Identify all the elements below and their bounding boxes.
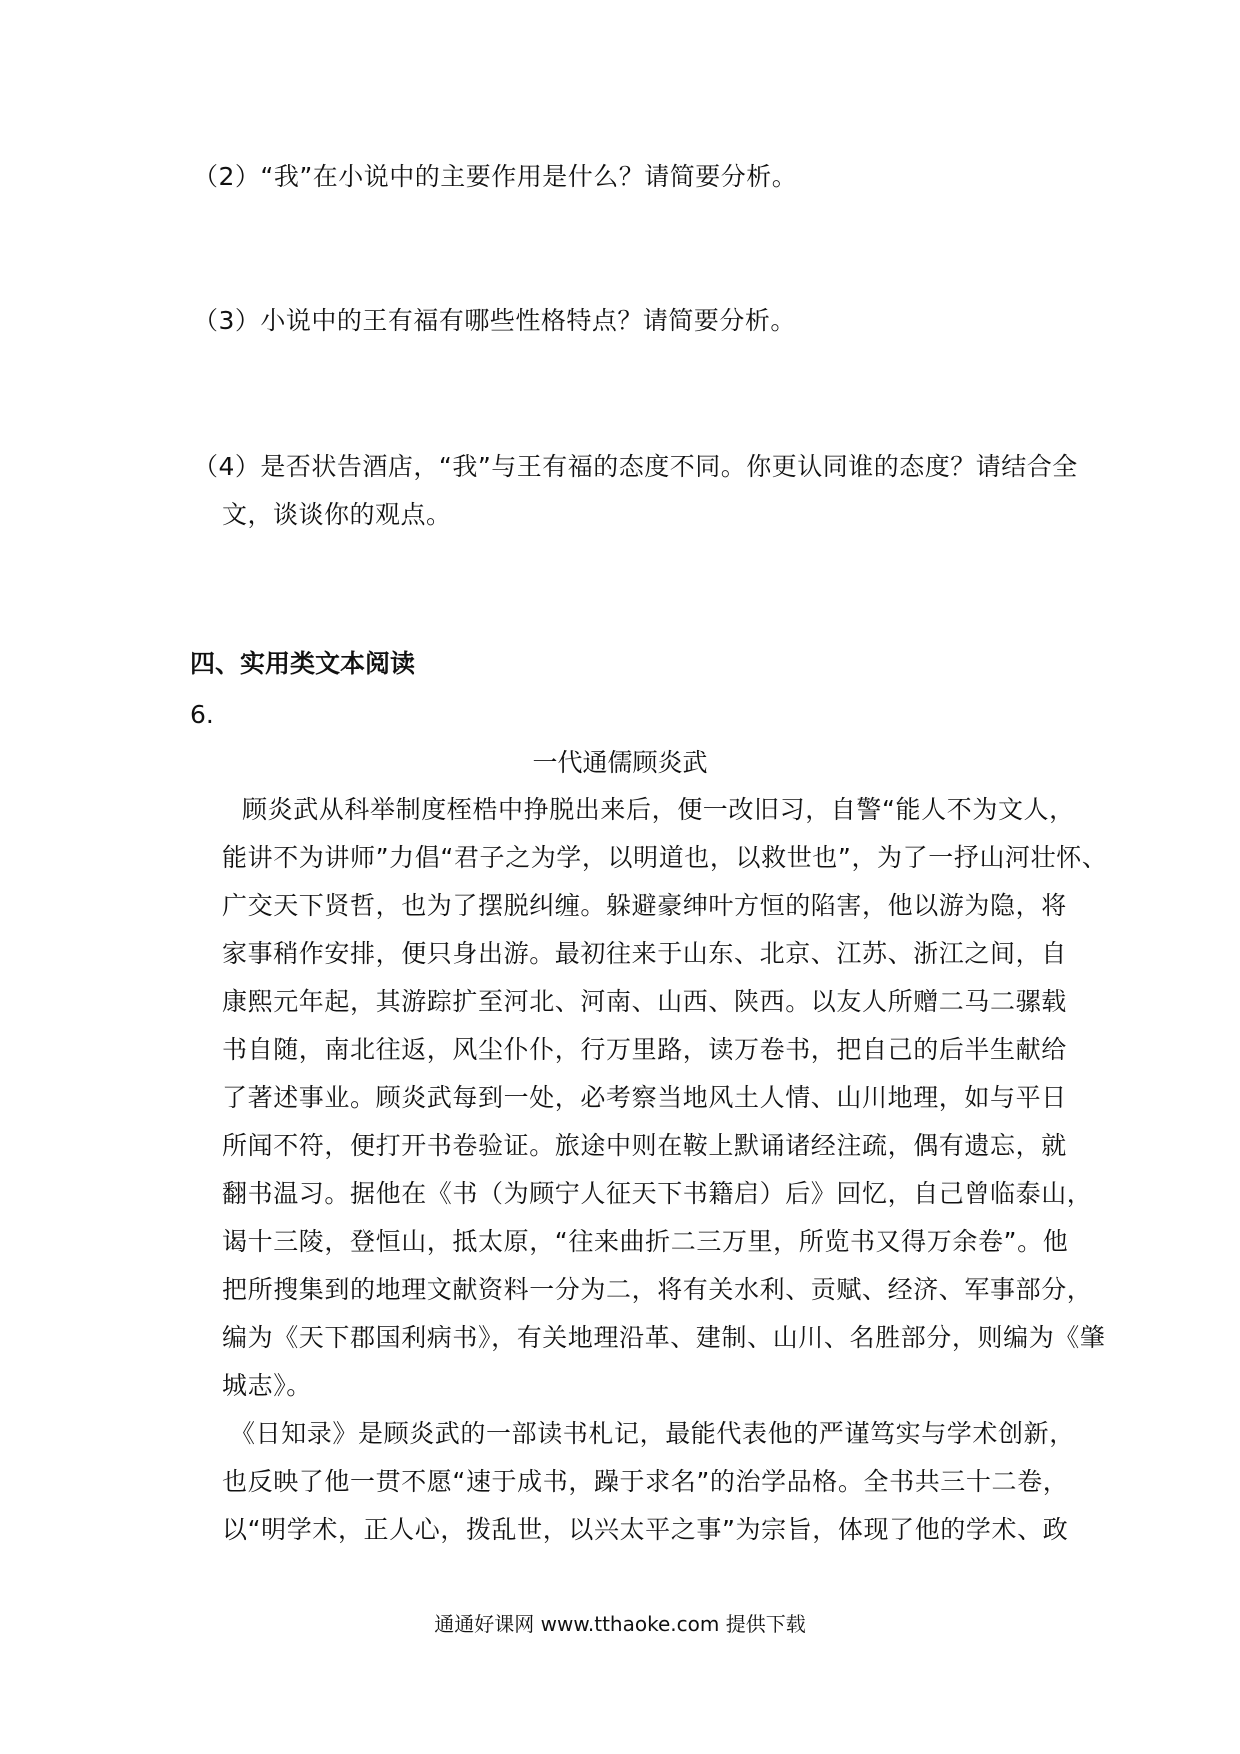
article-line: 广交天下贤哲，也为了摆脱纠缠。躲避豪绅叶方恒的陷害，他以游为隐，将 xyxy=(222,891,1067,920)
question-number: 6. xyxy=(190,700,214,729)
article-line: 所闻不符，便打开书卷验证。旅途中则在鞍上默诵诸经注疏，偶有遗忘，就 xyxy=(222,1131,1067,1160)
article-line: 顾炎武从科举制度桎梏中挣脱出来后，便一改旧习，自警“能人不为文人， xyxy=(242,795,1075,824)
article-line: 能讲不为讲师”力倡“君子之为学，以明道也，以救世也”，为了一抒山河壮怀、 xyxy=(222,843,1108,872)
article-title: 一代通儒顾炎武 xyxy=(532,748,708,777)
article-line: 康熙元年起，其游踪扩至河北、河南、山西、陕西。以友人所赠二马二骡载 xyxy=(222,987,1067,1016)
article-line: 了著述事业。顾炎武每到一处，必考察当地风土人情、山川地理，如与平日 xyxy=(222,1083,1067,1112)
footer-credit: 通通好课网 www.tthaoke.com 提供下载 xyxy=(434,1612,806,1636)
article-line: 家事稍作安排，便只身出游。最初往来于山东、北京、江苏、浙江之间，自 xyxy=(222,939,1067,968)
article-line: 也反映了他一贯不愿“速于成书，躁于求名”的治学品格。全书共三十二卷， xyxy=(222,1467,1069,1496)
article-line: 城志》。 xyxy=(222,1371,312,1400)
article-line: 把所搜集到的地理文献资料一分为二，将有关水利、贡赋、经济、军事部分， xyxy=(222,1275,1093,1304)
article-line: 谒十三陵，登恒山，抵太原，“往来曲折二三万里，所览书又得万余卷”。他 xyxy=(222,1227,1069,1256)
article-line: 翻书温习。据他在《书（为顾宁人征天下书籍启）后》回忆，自己曾临泰山， xyxy=(222,1179,1093,1208)
question-4-line-2: 文，谈谈你的观点。 xyxy=(222,500,452,529)
question-3: （3）小说中的王有福有哪些性格特点？请简要分析。 xyxy=(193,306,796,335)
article-line: 编为《天下郡国利病书》，有关地理沿革、建制、山川、名胜部分，则编为《肇 xyxy=(222,1323,1106,1352)
article-line: 《日知录》是顾炎武的一部读书札记，最能代表他的严谨笃实与学术创新， xyxy=(230,1419,1075,1448)
section-title: 四、实用类文本阅读 xyxy=(190,649,416,678)
article-line: 以“明学术，正人心，拨乱世，以兴太平之事”为宗旨，体现了他的学术、政 xyxy=(222,1515,1069,1544)
article-line: 书自随，南北往返，风尘仆仆，行万里路，读万卷书，把自己的后半生献给 xyxy=(222,1035,1067,1064)
question-2: （2）“我”在小说中的主要作用是什么？请简要分析。 xyxy=(193,162,798,191)
question-4-line-1: （4）是否状告酒店，“我”与王有福的态度不同。你更认同谁的态度？请结合全 xyxy=(193,452,1078,481)
